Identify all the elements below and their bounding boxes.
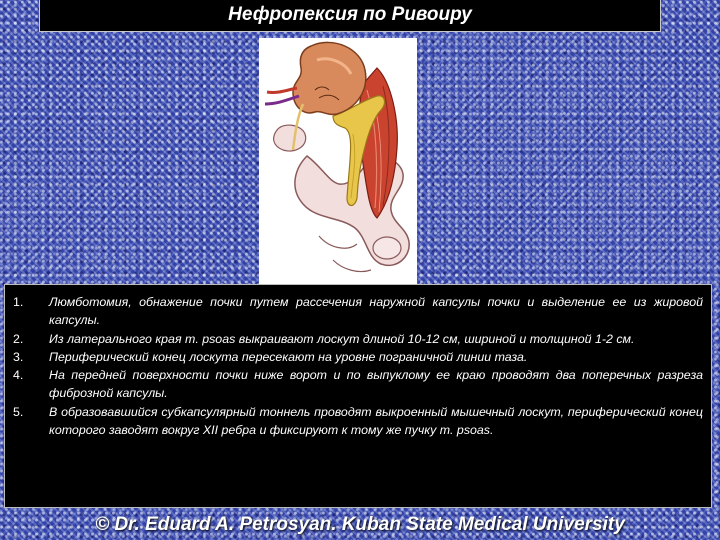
step-number: 4. [13,368,24,383]
step-text: Из латерального края m. psoas выкраивают лоскут длиной 10-12 см, шириной и толщиной 1-2 см. [49,331,635,346]
kidney-fixation-illustration [259,38,417,284]
step-item [13,348,703,366]
step-number: 2. [13,331,24,346]
step-text: В образовавшийся субкапсулярный тоннель проводят выкроенный мышечный лоскут, периферический конец которого заводят вокруг XII ребра и фиксируют к тому же пучку m. psoas. [49,404,703,438]
step-text: На передней поверхности почки ниже ворот и по выпуклому ее краю проводят два поперечных разреза фиброзной капсулы. [49,368,703,401]
step-number: 1. [13,295,24,309]
step-item [13,403,703,440]
step-text: Периферический конец лоскута пересекают на уровне пограничной линии таза. [49,349,528,364]
step-item [13,293,703,330]
steps-panel [4,284,712,508]
steps-list [5,285,711,439]
copyright-footer: © Dr. Eduard A. Petrosyan. Kuban State Medical University [95,514,625,535]
slide-title: Нефропексия по Ривоиру [39,0,661,32]
step-text: Люмботомия, обнажение почки путем рассечения наружной капсулы почки и выделение ее из жировой капсулы. [49,295,703,328]
step-item [13,366,703,403]
step-number: 5. [13,404,24,419]
step-item [13,330,703,348]
step-number: 3. [13,349,24,364]
